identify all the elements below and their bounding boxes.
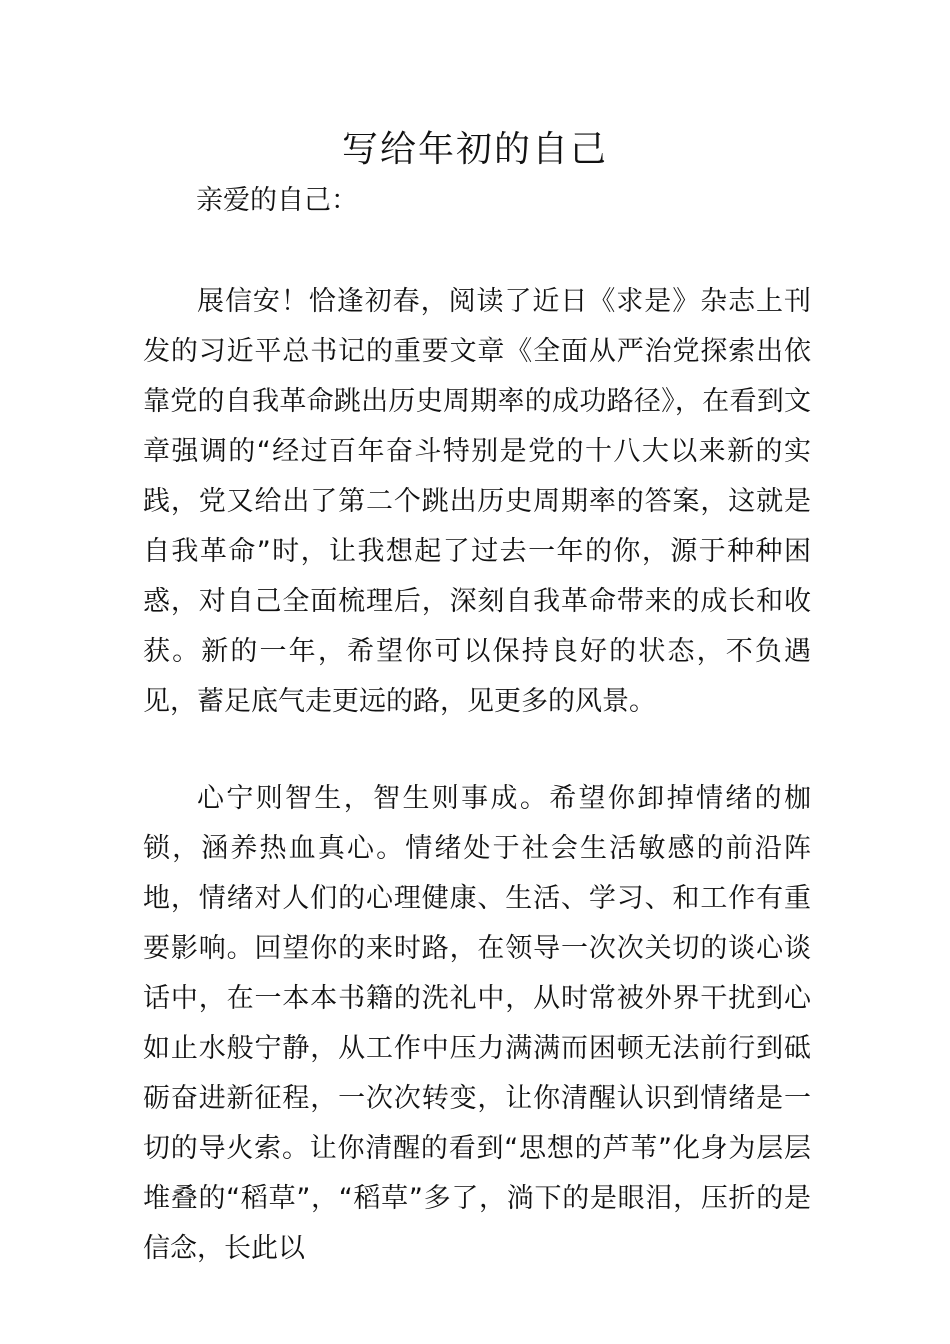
document-title: 写给年初的自己 — [341, 129, 608, 170]
salutation: 亲爱的自己： — [196, 185, 358, 216]
paragraph-1: 展信安！恰逢初春，阅读了近日《求是》杂志上刊发的习近平总书记的重要文章《全面从严治党探索出依靠党的自我革命跳出历史周期率的成功路径》，在看到文章强调的“经过百年奋斗特别是党的十八大以来新的实践，党又给出了第二个跳出历史周期率的答案，这就是自我革命”时，让我想起了过去一年的你，源于种种困惑，对自己全面梳理后，深刻自我革命带来的成长和收获。新的一年，希望你可以保持良好的状态，不负遇见，蓄足底气走更远的路，见更多的风景。 — [143, 286, 811, 717]
paragraph-2: 心宁则智生，智生则事成。希望你卸掉情绪的枷锁，涵养热血真心。情绪处于社会生活敏感的前沿阵地，情绪对人们的心理健康、生活、学习、和工作有重要影响。回望你的来时路，在领导一次次关切的谈心谈话中，在一本本书籍的洗礼中，从时常被外界干扰到心如止水般宁静，从工作中压力满满而困顿无法前行到砥砺奋进新征程，一次次转变，让你清醒认识到情绪是一切的导火索。让你清醒的看到“思想的芦苇”化身为层层堆叠的“稻草”，“稻草”多了，淌下的是眼泪，压折的是信念，长此以 — [143, 783, 811, 1264]
